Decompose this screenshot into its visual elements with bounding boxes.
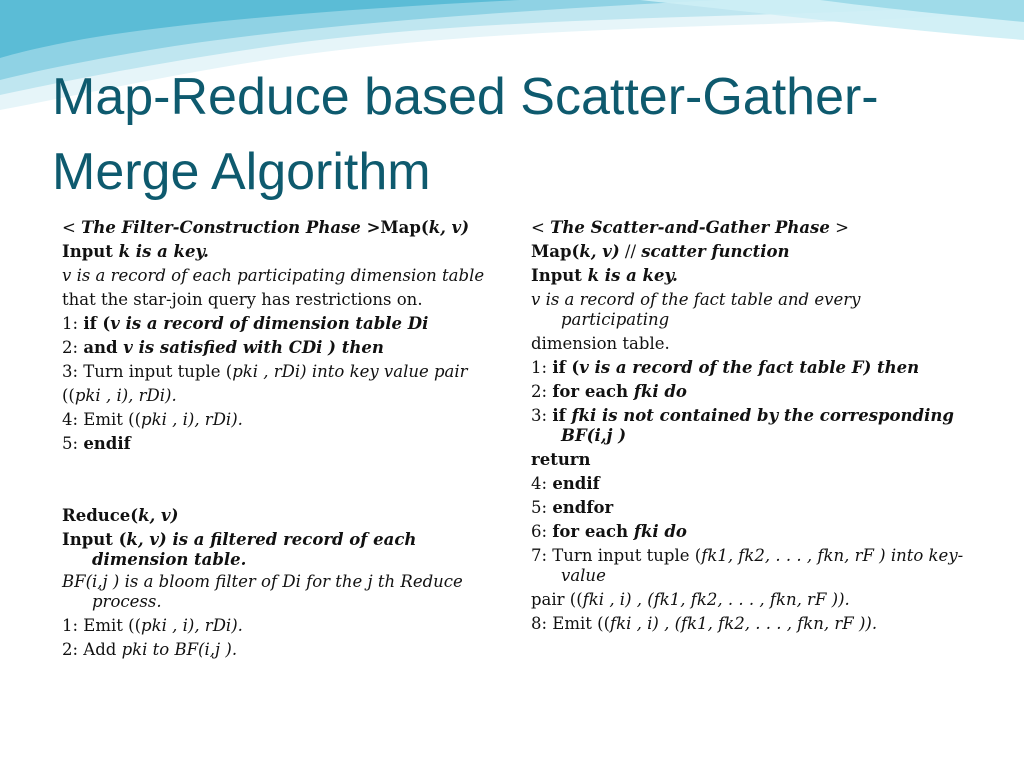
reduce-heading xyxy=(62,504,502,528)
text: 6: xyxy=(531,522,553,541)
text: 1: xyxy=(531,358,553,377)
code-line: v is a record of each participating dimension table xyxy=(62,266,485,285)
text: fki is not contained by the corresponding BF(i,j ) xyxy=(561,406,954,445)
text: The Filter-Construction Phase xyxy=(81,218,367,237)
code-line xyxy=(531,588,971,612)
text: pki to BF(i,j ). xyxy=(121,640,238,659)
text: 1: Emit (( xyxy=(62,616,142,635)
text: fki , i) , (fk1, fk2, . . . , fkn, rF )). xyxy=(582,590,850,609)
text: Input xyxy=(531,266,588,285)
text: 5: xyxy=(531,498,553,517)
text: pki , rDi) into key value pair xyxy=(232,362,468,381)
text: if ( xyxy=(83,314,111,333)
text: Reduce( xyxy=(62,506,139,525)
code-line xyxy=(62,614,502,638)
text: endif xyxy=(552,474,600,493)
code-line xyxy=(62,360,502,384)
code-line: return xyxy=(531,450,591,469)
text: The Scatter-and-Gather Phase xyxy=(550,218,830,237)
text: 3: Turn input tuple ( xyxy=(62,362,233,381)
code-line xyxy=(531,496,971,520)
text: pki , i), rDi). xyxy=(74,386,177,405)
scatter-gather-column xyxy=(531,216,971,636)
slide-title: Map-Reduce based Scatter-Gather-Merge Algorithm xyxy=(52,68,879,202)
text: 2: xyxy=(531,382,553,401)
text: 3: xyxy=(531,406,553,425)
text: // xyxy=(619,242,642,261)
text: 4: Emit (( xyxy=(62,410,142,429)
text: for each xyxy=(552,522,634,541)
text: and xyxy=(83,338,124,357)
text: 5: xyxy=(62,434,84,453)
text: >Map( xyxy=(366,218,429,237)
text: fki do xyxy=(633,522,687,541)
text: (( xyxy=(62,386,75,405)
text: < xyxy=(62,218,82,237)
text: Input ( xyxy=(62,530,127,549)
code-line xyxy=(62,240,502,264)
text: 2: Add xyxy=(62,640,122,659)
text: k, v) is a filtered record of each dimension table. xyxy=(92,530,417,569)
text: Input xyxy=(62,242,119,261)
text: 1: xyxy=(62,314,84,333)
text: if xyxy=(552,406,572,425)
text: fki do xyxy=(633,382,687,401)
filter-construction-column xyxy=(62,216,502,662)
code-line xyxy=(531,406,971,446)
code-line xyxy=(531,520,971,544)
text: endif xyxy=(83,434,131,453)
code-line xyxy=(62,408,502,432)
text: k, v) xyxy=(138,506,179,525)
code-line xyxy=(531,612,971,636)
code-line: dimension table. xyxy=(531,334,670,353)
text: 4: xyxy=(531,474,553,493)
text: > xyxy=(829,218,849,237)
text: v is a record of the fact table F) then xyxy=(579,358,920,377)
code-line xyxy=(62,384,502,408)
code-line xyxy=(62,530,502,570)
text: k is a key. xyxy=(587,266,678,285)
text: endfor xyxy=(552,498,614,517)
code-line xyxy=(62,336,502,360)
text: 7: Turn input tuple ( xyxy=(531,546,702,565)
code-line xyxy=(531,264,971,288)
spacer xyxy=(62,456,502,504)
text: fk1, fk2, . . . , fkn, rF ) into key-value xyxy=(561,546,964,585)
phase-heading xyxy=(62,216,502,240)
text: if ( xyxy=(552,358,580,377)
text: k, v) xyxy=(428,218,470,237)
text: 8: Emit (( xyxy=(531,614,611,633)
text: scatter function xyxy=(641,242,790,261)
text: Map( xyxy=(531,242,580,261)
code-line xyxy=(531,240,971,264)
code-line xyxy=(62,312,502,336)
text: < xyxy=(531,218,551,237)
text: fki , i) , (fk1, fk2, . . . , fkn, rF )). xyxy=(610,614,878,633)
code-line: v is a record of the fact table and every participating xyxy=(531,290,861,329)
code-line xyxy=(62,432,502,456)
code-line xyxy=(531,356,971,380)
text: pair (( xyxy=(531,590,583,609)
text: v is satisfied with CDi ) then xyxy=(123,338,384,357)
text: for each xyxy=(552,382,634,401)
text: k, v) xyxy=(579,242,620,261)
code-line xyxy=(62,638,502,662)
code-line: BF(i,j ) is a bloom filter of Di for the j th Reduce process. xyxy=(62,572,463,611)
code-line xyxy=(531,380,971,404)
code-line: that the star-join query has restrictions on. xyxy=(62,290,423,309)
text: k is a key. xyxy=(118,242,209,261)
text: v is a record of dimension table Di xyxy=(110,314,429,333)
text: pki , i), rDi). xyxy=(141,410,243,429)
text: pki , i), rDi). xyxy=(141,616,243,635)
phase-heading xyxy=(531,216,971,240)
code-line xyxy=(531,472,971,496)
code-line xyxy=(531,546,971,586)
text: 2: xyxy=(62,338,84,357)
